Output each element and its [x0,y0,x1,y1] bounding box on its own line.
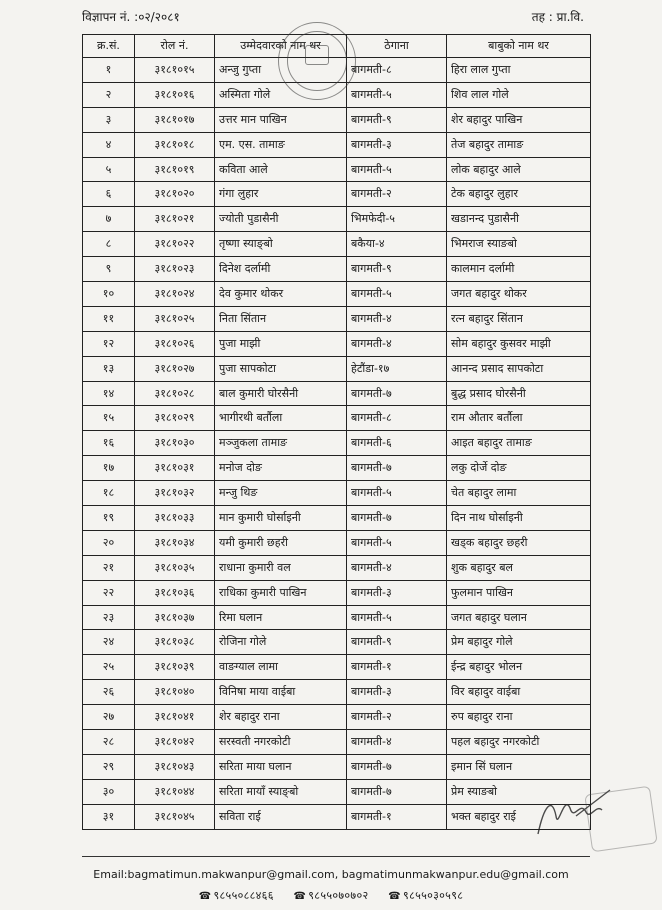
father-name-cell: कालमान दर्लामी [447,257,591,282]
roll-number-cell: ३१८१०३० [135,431,215,456]
col-father-name: बाबुको नाम थर [447,35,591,58]
roll-number-cell: ३१८१०१८ [135,132,215,157]
father-name-cell: पहल बहादुर नगरकोटी [447,730,591,755]
roll-number-cell: ३१८१०१९ [135,157,215,182]
father-name-cell: सोम बहादुर कुसवर माझी [447,331,591,356]
roll-number-cell: ३१८१०४० [135,680,215,705]
table-row [83,331,591,356]
serial-cell: १६ [83,431,135,456]
address-cell: बागमती-७ [347,779,447,804]
address-cell: बागमती-५ [347,282,447,307]
roll-number-cell: ३१८१०१६ [135,82,215,107]
address-cell: बागमती-६ [347,431,447,456]
table-row [83,356,591,381]
serial-cell: २० [83,530,135,555]
father-name-cell: लकु दोर्जे दोङ [447,456,591,481]
candidate-name-cell: सरस्वती नगरकोटी [215,730,347,755]
father-name-cell: जगत बहादुर थोकर [447,282,591,307]
table-row [83,431,591,456]
roll-number-cell: ३१८१०२८ [135,381,215,406]
father-name-cell: राम औतार बर्तौला [447,406,591,431]
serial-cell: ३ [83,107,135,132]
father-name-cell: बुद्ध प्रसाद घोरसैनी [447,381,591,406]
serial-cell: ४ [83,132,135,157]
roll-number-cell: ३१८१०२० [135,182,215,207]
table-row [83,306,591,331]
serial-cell: ११ [83,306,135,331]
table-row [83,730,591,755]
level-label: तह : प्रा.वि. [531,10,584,24]
candidate-name-cell: रिमा घलान [215,605,347,630]
address-cell: बागमती-१ [347,804,447,829]
father-name-cell: रत्न बहादुर सिंतान [447,306,591,331]
address-cell: बागमती-४ [347,331,447,356]
candidate-name-cell: अन्जु गुप्ता [215,58,347,83]
col-serial: क्र.सं. [83,35,135,58]
footer-rule [82,856,590,857]
roll-number-cell: ३१८१०४२ [135,730,215,755]
phone-2: ☎ ९८५५०७०७०२ [293,889,369,902]
roll-number-cell: ३१८१०४३ [135,754,215,779]
father-name-cell: खड्क बहादुर छहरी [447,530,591,555]
candidate-name-cell: यमी कुमारी छहरी [215,530,347,555]
table-row [83,58,591,83]
candidate-name-cell: दिनेश दर्लामी [215,257,347,282]
roll-number-cell: ३१८१०२४ [135,282,215,307]
candidate-name-cell: वाङग्याल लामा [215,655,347,680]
officer-stamp [584,786,657,853]
candidate-name-cell: एम. एस. तामाङ [215,132,347,157]
serial-cell: १५ [83,406,135,431]
address-cell: बागमती-७ [347,456,447,481]
table-body [83,58,591,830]
table-row [83,232,591,257]
serial-cell: १७ [83,456,135,481]
roll-number-cell: ३१८१०३६ [135,580,215,605]
roll-number-cell: ३१८१०१७ [135,107,215,132]
roll-number-cell: ३१८१०२३ [135,257,215,282]
table-row [83,257,591,282]
candidate-name-cell: राधाना कुमारी वल [215,555,347,580]
address-cell: बागमती-२ [347,182,447,207]
table-row [83,580,591,605]
candidate-name-cell: राधिका कुमारी पाखिन [215,580,347,605]
table-row [83,655,591,680]
father-name-cell: शिव लाल गोले [447,82,591,107]
address-cell: बागमती-४ [347,306,447,331]
serial-cell: १० [83,282,135,307]
serial-cell: ३१ [83,804,135,829]
candidate-name-cell: मन्जु थिङ [215,481,347,506]
serial-cell: १४ [83,381,135,406]
father-name-cell: दिन नाथ घोर्साइनी [447,506,591,531]
phone-icon: ☎ [388,891,402,902]
table-row [83,779,591,804]
roll-number-cell: ३१८१०३९ [135,655,215,680]
father-name-cell: आनन्द प्रसाद सापकोटा [447,356,591,381]
father-name-cell: भक्त बहादुर राई [447,804,591,829]
address-cell: भिमफेदी-५ [347,207,447,232]
father-name-cell: फुलमान पाखिन [447,580,591,605]
roll-number-cell: ३१८१०३७ [135,605,215,630]
phone-1: ☎ ९८५५०८८४६६ [198,889,274,902]
candidate-name-cell: सरिता मायाँ स्याङ्बो [215,779,347,804]
candidate-name-cell: मञ्जुकला तामाङ [215,431,347,456]
roll-number-cell: ३१८१०३५ [135,555,215,580]
footer-emails [0,868,662,881]
notice-header [82,6,584,28]
table-row [83,605,591,630]
candidate-name-cell: अस्मिता गोले [215,82,347,107]
roll-number-cell: ३१८१०२१ [135,207,215,232]
footer-phones [0,888,662,903]
address-cell: बागमती-५ [347,530,447,555]
father-name-cell: तेज बहादुर तामाङ [447,132,591,157]
father-name-cell: खडानन्द पुडासैनी [447,207,591,232]
serial-cell: ६ [83,182,135,207]
table-row [83,157,591,182]
roll-number-cell: ३१८१०३४ [135,530,215,555]
serial-cell: १८ [83,481,135,506]
candidate-name-cell: मनोज दोङ [215,456,347,481]
father-name-cell: चेत बहादुर लामा [447,481,591,506]
candidate-name-cell: मान कुमारी घोर्साइनी [215,506,347,531]
serial-cell: १ [83,58,135,83]
table-row [83,107,591,132]
father-name-cell: प्रेम स्याङबो [447,779,591,804]
candidate-name-cell: तृष्णा स्याङ्बो [215,232,347,257]
table-row [83,506,591,531]
father-name-cell: जगत बहादुर घलान [447,605,591,630]
notice-number: विज्ञापन नं. :०२/२०८१ [82,10,180,24]
serial-cell: २४ [83,630,135,655]
address-cell: बागमती-१ [347,655,447,680]
roll-number-cell: ३१८१०२२ [135,232,215,257]
roll-number-cell: ३१८१०१५ [135,58,215,83]
roll-number-cell: ३१८१०३८ [135,630,215,655]
table-row [83,132,591,157]
candidate-name-cell: रोजिना गोले [215,630,347,655]
roll-number-cell: ३१८१०४१ [135,705,215,730]
candidate-name-cell: सरिता माया घलान [215,754,347,779]
father-name-cell: शुक बहादुर बल [447,555,591,580]
serial-cell: १३ [83,356,135,381]
table-row [83,82,591,107]
table-row [83,456,591,481]
table-row [83,381,591,406]
candidate-table [82,34,591,830]
phone-3: ☎ ९८५५०३०५९८ [388,889,464,902]
address-cell: बागमती-३ [347,580,447,605]
table-row [83,754,591,779]
serial-cell: २८ [83,730,135,755]
address-cell: हेटौंडा-१७ [347,356,447,381]
address-cell: बागमती-७ [347,506,447,531]
table-row [83,804,591,829]
serial-cell: ५ [83,157,135,182]
table-header-row [83,35,591,58]
father-name-cell: विर बहादुर वाईबा [447,680,591,705]
father-name-cell: इमान सिं घलान [447,754,591,779]
serial-cell: ३० [83,779,135,804]
phone-icon: ☎ [293,891,307,902]
roll-number-cell: ३१८१०२६ [135,331,215,356]
serial-cell: २६ [83,680,135,705]
candidate-name-cell: गंगा लुहार [215,182,347,207]
candidate-name-cell: ज्योती पुडासैनी [215,207,347,232]
col-roll-number: रोल नं. [135,35,215,58]
serial-cell: २५ [83,655,135,680]
address-cell: बागमती-५ [347,157,447,182]
table-row [83,555,591,580]
father-name-cell: टेक बहादुर लुहार [447,182,591,207]
email-label: Email: [93,868,128,881]
address-cell: बागमती-५ [347,481,447,506]
address-cell: बागमती-२ [347,705,447,730]
roll-number-cell: ३१८१०२५ [135,306,215,331]
roll-number-cell: ३१८१०२९ [135,406,215,431]
address-cell: बकैया-४ [347,232,447,257]
father-name-cell: लोक बहादुर आले [447,157,591,182]
serial-cell: १२ [83,331,135,356]
serial-cell: २३ [83,605,135,630]
address-cell: बागमती-८ [347,58,447,83]
father-name-cell: भिमराज स्याङबो [447,232,591,257]
address-cell: बागमती-५ [347,605,447,630]
father-name-cell: शेर बहादुर पाखिन [447,107,591,132]
roll-number-cell: ३१८१०२७ [135,356,215,381]
table-row [83,705,591,730]
candidate-name-cell: पुजा माझी [215,331,347,356]
father-name-cell: हिरा लाल गुप्ता [447,58,591,83]
father-name-cell: प्रेम बहादुर गोले [447,630,591,655]
col-address: ठेगाना [347,35,447,58]
serial-cell: १९ [83,506,135,531]
address-cell: बागमती-९ [347,630,447,655]
roll-number-cell: ३१८१०३१ [135,456,215,481]
serial-cell: ९ [83,257,135,282]
address-cell: बागमती-७ [347,754,447,779]
address-cell: बागमती-९ [347,107,447,132]
father-name-cell: आइत बहादुर तामाङ [447,431,591,456]
candidate-name-cell: शेर बहादुर राना [215,705,347,730]
address-cell: बागमती-३ [347,132,447,157]
address-cell: बागमती-३ [347,680,447,705]
serial-cell: ७ [83,207,135,232]
col-candidate-name: उम्मेदवारको नाम थर [215,35,347,58]
address-cell: बागमती-५ [347,82,447,107]
table-row [83,207,591,232]
address-cell: बागमती-४ [347,730,447,755]
candidate-name-cell: देव कुमार थोकर [215,282,347,307]
table-row [83,481,591,506]
email-secondary-link[interactable]: bagmatimunmakwanpur.edu@gmail.com [341,868,569,881]
father-name-cell: ईन्द्र बहादुर भोलन [447,655,591,680]
serial-cell: २ [83,82,135,107]
table-row [83,406,591,431]
candidate-name-cell: विनिषा माया वाईबा [215,680,347,705]
candidate-name-cell: बाल कुमारी घोरसैनी [215,381,347,406]
roll-number-cell: ३१८१०४५ [135,804,215,829]
table-row [83,680,591,705]
address-cell: बागमती-९ [347,257,447,282]
serial-cell: २७ [83,705,135,730]
address-cell: बागमती-८ [347,406,447,431]
table-row [83,530,591,555]
roll-number-cell: ३१८१०४४ [135,779,215,804]
candidate-name-cell: पुजा सापकोटा [215,356,347,381]
candidate-name-cell: कविता आले [215,157,347,182]
father-name-cell: रुप बहादुर राना [447,705,591,730]
serial-cell: २१ [83,555,135,580]
roll-number-cell: ३१८१०३२ [135,481,215,506]
serial-cell: ८ [83,232,135,257]
table-row [83,630,591,655]
address-cell: बागमती-४ [347,555,447,580]
candidate-name-cell: उत्तर मान पाखिन [215,107,347,132]
table-row [83,282,591,307]
table-row [83,182,591,207]
phone-icon: ☎ [198,891,212,902]
address-cell: बागमती-७ [347,381,447,406]
email-primary: bagmatimun.makwanpur@gmail.com, [127,868,339,881]
candidate-name-cell: निता सिंतान [215,306,347,331]
serial-cell: २२ [83,580,135,605]
roll-number-cell: ३१८१०३३ [135,506,215,531]
candidate-name-cell: सविता राई [215,804,347,829]
serial-cell: २९ [83,754,135,779]
candidate-name-cell: भागीरथी बर्तौला [215,406,347,431]
